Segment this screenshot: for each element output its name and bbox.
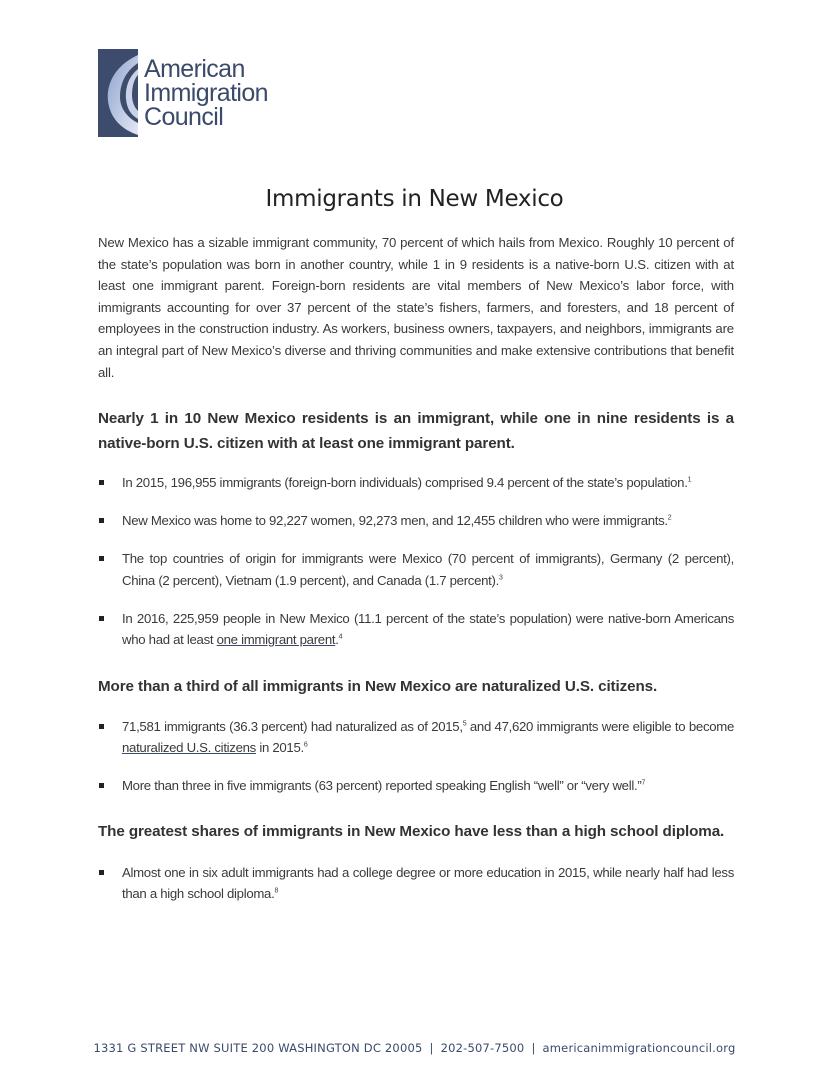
list-item: 71,581 immigrants (36.3 percent) had naturalized as of 2015,$^5$ and 47,620 immigrants were eligible to become naturalized U.S. citizens in 2015.$^6$ xyxy=(98,716,734,758)
footnote-ref: 6 xyxy=(303,741,308,749)
footnote-ref: 1 xyxy=(687,476,692,484)
list-item: Almost one in six adult immigrants had a college degree or more education in 2015, while nearly half had less than a high school diploma.$^8$ xyxy=(98,862,734,904)
logo-line-1: American xyxy=(144,55,245,83)
bullet-icon xyxy=(99,616,104,621)
list-item: In 2015, 196,955 immigrants (foreign-born individuals) comprised 9.4 percent of the state’s population.$^1$ xyxy=(98,472,734,493)
section-heading-3: The greatest shares of immigrants in New Mexico have less than a high school diploma. xyxy=(98,823,725,840)
section-1-list xyxy=(98,472,734,650)
intro-paragraph: New Mexico has a sizable immigrant community, 70 percent of which hails from Mexico. Roughly 10 percent of the state’s population was born in another country, while 1 in 9 residents is a native-born U.S. citizen with at least one immigrant parent. Foreign-born residents are vital members of New Mexico’s labor force, with immigrants accounting for over 37 percent of the state’s fishers, farmers, and foresters, and 18 percent of employees in the construction industry. As workers, business owners, taxpayers, and neighbors, immigrants are an integral part of New Mexico’s diverse and thriving communities and make extensive contributions that benefit all. xyxy=(98,235,734,380)
footnote-ref: 7 xyxy=(641,780,646,788)
footnote-ref: 4 xyxy=(338,633,343,641)
bullet-icon xyxy=(99,724,104,729)
page-title: Immigrants in New Mexico xyxy=(265,186,564,212)
footnote-ref: 3 xyxy=(498,574,503,582)
bullet-icon xyxy=(99,783,104,788)
logo-mark-icon xyxy=(98,49,138,137)
bullet-icon xyxy=(99,518,104,523)
footer-address: 1331 G STREET NW SUITE 200 WASHINGTON DC 20005 xyxy=(93,1041,423,1055)
footnote-ref: 2 xyxy=(667,514,672,522)
list-item: In 2016, 225,959 people in New Mexico (11.1 percent of the state’s population) were native-born Americans who had at least one immigrant parent.$^4$ xyxy=(98,608,734,650)
logo-line-3: Council xyxy=(144,103,224,131)
section-heading-1: Nearly 1 in 10 New Mexico residents is an immigrant, while one in nine residents is a native-born U.S. citizen with at least one immigrant parent. xyxy=(98,410,734,452)
footer xyxy=(0,1041,829,1055)
section-3-list xyxy=(98,862,734,904)
section-2-list xyxy=(98,716,734,797)
footnote-ref: 8 xyxy=(274,887,279,895)
one-immigrant-parent-link[interactable]: one immigrant parent xyxy=(216,632,336,648)
bullet-icon xyxy=(99,556,104,561)
bullet-icon xyxy=(99,480,104,485)
list-item: New Mexico was home to 92,227 women, 92,273 men, and 12,455 children who were immigrants.$^2$ xyxy=(98,510,734,531)
logo xyxy=(98,49,298,139)
naturalized-citizens-link[interactable]: naturalized U.S. citizens xyxy=(122,740,256,756)
list-item: More than three in five immigrants (63 percent) reported speaking English “well” or “very well.”$^7$ xyxy=(98,775,734,796)
footer-separator: | xyxy=(531,1041,536,1055)
logo-line-2: Immigration xyxy=(144,79,268,107)
section-heading-2: More than a third of all immigrants in New Mexico are naturalized U.S. citizens. xyxy=(98,678,658,695)
footer-separator: | xyxy=(429,1041,434,1055)
footnote-ref: 5 xyxy=(462,720,467,728)
logo-wordmark xyxy=(144,57,268,129)
bullet-icon xyxy=(99,870,104,875)
list-item: The top countries of origin for immigrants were Mexico (70 percent of immigrants), Germany (2 percent), China (2 percent), Vietnam (1.9 percent), and Canada (1.7 percent).$^3$ xyxy=(98,548,734,590)
footer-website-link[interactable]: americanimmigrationcouncil.org xyxy=(542,1041,736,1055)
footer-phone: 202-507-7500 xyxy=(440,1041,525,1055)
